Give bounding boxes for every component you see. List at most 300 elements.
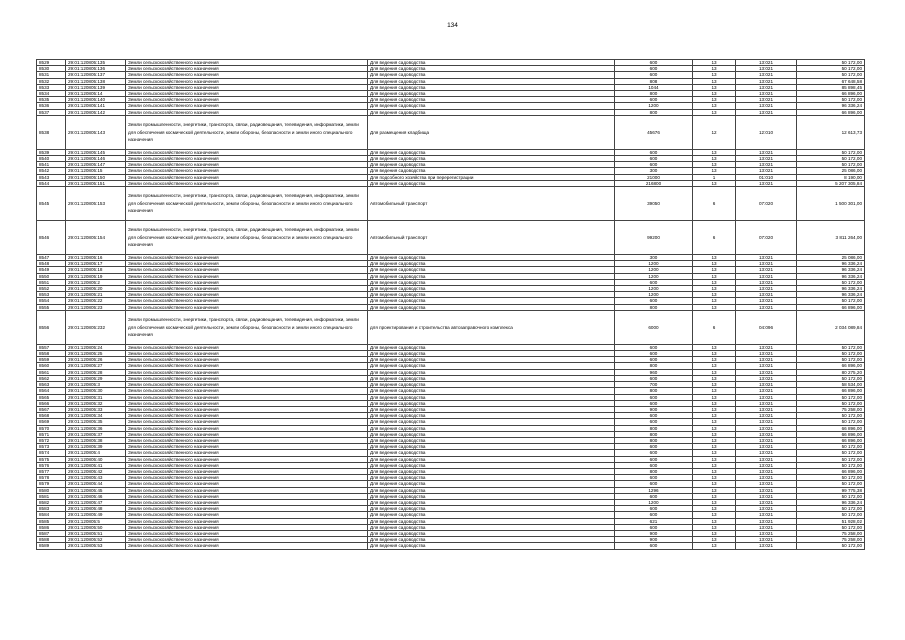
cadastral-number-cell: 29:01:120805:22 <box>66 298 126 304</box>
land-category-cell: Земли сельскохозяйственного назначения <box>126 103 368 109</box>
row-number-cell: 8549 <box>37 267 66 273</box>
land-category-cell: Земли сельскохозяйственного назначения <box>126 168 368 174</box>
cadastral-number-cell: 29:01:120805:53 <box>66 543 126 549</box>
row-number-cell: 8560 <box>37 363 66 369</box>
area-cell: 1200 <box>615 286 693 292</box>
permitted-use-cell: Для ведения садоводства <box>368 444 615 450</box>
area-cell: 300 <box>615 168 693 174</box>
cadastral-number-cell: 29:01:120805:45 <box>66 487 126 493</box>
area-cell: 600 <box>615 344 693 350</box>
cadastral-value-cell: 50 172,00 <box>797 66 865 72</box>
row-number-cell: 8541 <box>37 162 66 168</box>
use-code-cell: 13:021 <box>736 499 797 505</box>
row-number-cell: 8567 <box>37 406 66 412</box>
land-category-cell: Земли сельскохозяйственного назначения <box>126 400 368 406</box>
permitted-use-cell: Для ведения садоводства <box>368 524 615 530</box>
group-cell: 13 <box>693 149 736 155</box>
cadastral-value-cell: 50 172,00 <box>797 524 865 530</box>
use-code-cell: 13:021 <box>736 425 797 431</box>
permitted-use-cell: Для ведения садоводства <box>368 431 615 437</box>
row-number-cell: 8568 <box>37 413 66 419</box>
cadastral-number-cell: 29:01:120805:37 <box>66 431 126 437</box>
use-code-cell: 13:021 <box>736 462 797 468</box>
cadastral-value-cell: 50 172,00 <box>797 72 865 78</box>
use-code-cell: 13:021 <box>736 481 797 487</box>
table-body <box>37 60 865 550</box>
cadastral-value-cell: 96 336,24 <box>797 499 865 505</box>
land-category-cell: Земли сельскохозяйственного назначения <box>126 298 368 304</box>
row-number-cell: 8555 <box>37 304 66 310</box>
cadastral-number-cell: 29:01:120805:23 <box>66 304 126 310</box>
cadastral-value-cell: 85 898,45 <box>797 84 865 90</box>
use-code-cell: 01:010 <box>736 174 797 180</box>
cadastral-number-cell: 29:01:120805:135 <box>66 60 126 66</box>
group-cell: 13 <box>693 162 736 168</box>
use-code-cell: 13:021 <box>736 413 797 419</box>
cadastral-value-cell: 96 336,24 <box>797 103 865 109</box>
group-cell: 13 <box>693 456 736 462</box>
land-category-cell: Земли сельскохозяйственного назначения <box>126 273 368 279</box>
permitted-use-cell: Для ведения садоводства <box>368 450 615 456</box>
group-cell: 13 <box>693 450 736 456</box>
use-code-cell: 13:021 <box>736 279 797 285</box>
land-category-cell: Земли сельскохозяйственного назначения <box>126 444 368 450</box>
group-cell: 13 <box>693 60 736 66</box>
group-cell: 13 <box>693 66 736 72</box>
cadastral-number-cell: 29:01:120805:136 <box>66 66 126 72</box>
area-cell: 600 <box>615 506 693 512</box>
group-cell: 13 <box>693 506 736 512</box>
area-cell: 600 <box>615 456 693 462</box>
row-number-cell: 8537 <box>37 109 66 115</box>
land-category-cell: Земли сельскохозяйственного назначения <box>126 66 368 72</box>
cadastral-value-cell: 25 086,00 <box>797 255 865 261</box>
cadastral-number-cell: 29:01:120805:39 <box>66 444 126 450</box>
permitted-use-cell: Для ведения садоводства <box>368 78 615 84</box>
area-cell: 600 <box>615 419 693 425</box>
area-cell: 808 <box>615 78 693 84</box>
permitted-use-cell: Для ведения садоводства <box>368 357 615 363</box>
group-cell: 13 <box>693 543 736 549</box>
use-code-cell: 13:021 <box>736 400 797 406</box>
use-code-cell: 13:021 <box>736 512 797 518</box>
group-cell: 13 <box>693 84 736 90</box>
use-code-cell: 13:021 <box>736 437 797 443</box>
row-number-cell: 8585 <box>37 518 66 524</box>
permitted-use-cell: Для ведения садоводства <box>368 168 615 174</box>
use-code-cell: 13:021 <box>736 456 797 462</box>
permitted-use-cell: Для ведения садоводства <box>368 437 615 443</box>
use-code-cell: 13:021 <box>736 543 797 549</box>
land-category-cell: Земли сельскохозяйственного назначения <box>126 475 368 481</box>
cadastral-value-cell: 50 172,00 <box>797 357 865 363</box>
group-cell: 13 <box>693 357 736 363</box>
group-cell: 13 <box>693 180 736 186</box>
use-code-cell: 13:021 <box>736 375 797 381</box>
permitted-use-cell: Для ведения садоводства <box>368 286 615 292</box>
cadastral-value-cell: 50 172,00 <box>797 475 865 481</box>
row-number-cell: 8564 <box>37 388 66 394</box>
use-code-cell: 13:021 <box>736 394 797 400</box>
permitted-use-cell: Для ведения садоводства <box>368 66 615 72</box>
use-code-cell: 13:021 <box>736 537 797 543</box>
land-category-cell: Земли промышленности, энергетики, транспорта, связи, радиовещания, телевидения, информатики, земли для обеспечения космической деятельности, земли обороны, безопасности и земли иного специального назначения <box>126 221 368 255</box>
cadastral-value-cell: 66 896,00 <box>797 304 865 310</box>
area-cell: 1200 <box>615 273 693 279</box>
permitted-use-cell: для проектирования и строительства автозаправочного комплекса <box>368 310 615 344</box>
group-cell: 6 <box>693 221 736 255</box>
cadastral-value-cell: 50 172,00 <box>797 298 865 304</box>
permitted-use-cell: Для ведения садоводства <box>368 518 615 524</box>
cadastral-value-cell: 75 258,00 <box>797 406 865 412</box>
group-cell: 13 <box>693 369 736 375</box>
use-code-cell: 13:021 <box>736 168 797 174</box>
cadastral-number-cell: 29:01:120805:48 <box>66 506 126 512</box>
area-cell: 600 <box>615 66 693 72</box>
permitted-use-cell: Для ведения садоводства <box>368 279 615 285</box>
land-category-cell: Земли сельскохозяйственного назначения <box>126 84 368 90</box>
cadastral-value-cell: 96 336,24 <box>797 273 865 279</box>
cadastral-value-cell: 50 172,00 <box>797 351 865 357</box>
use-code-cell: 13:021 <box>736 344 797 350</box>
cadastral-value-cell: 50 172,00 <box>797 512 865 518</box>
cadastral-number-cell: 29:01:120805:21 <box>66 292 126 298</box>
area-cell: 21000 <box>615 174 693 180</box>
land-category-cell: Земли сельскохозяйственного назначения <box>126 78 368 84</box>
cadastral-number-cell: 29:01:120805:51 <box>66 530 126 536</box>
group-cell: 13 <box>693 91 736 97</box>
row-number-cell: 8548 <box>37 261 66 267</box>
area-cell: 1296 <box>615 487 693 493</box>
permitted-use-cell: Для ведения садоводства <box>368 84 615 90</box>
land-category-cell: Земли сельскохозяйственного назначения <box>126 180 368 186</box>
cadastral-number-cell: 29:01:120805:3 <box>66 382 126 388</box>
group-cell: 13 <box>693 413 736 419</box>
land-category-cell: Земли сельскохозяйственного назначения <box>126 109 368 115</box>
cadastral-value-cell: 50 172,00 <box>797 456 865 462</box>
use-code-cell: 13:021 <box>736 72 797 78</box>
row-number-cell: 8545 <box>37 187 66 221</box>
group-cell: 1 <box>693 174 736 180</box>
area-cell: 45676 <box>615 115 693 149</box>
cadastral-number-cell: 29:01:120805:32 <box>66 400 126 406</box>
permitted-use-cell: Для ведения садоводства <box>368 394 615 400</box>
group-cell: 13 <box>693 512 736 518</box>
area-cell: 99200 <box>615 221 693 255</box>
table-row <box>37 221 865 255</box>
cadastral-number-cell: 29:01:120805:139 <box>66 84 126 90</box>
use-code-cell: 13:021 <box>736 357 797 363</box>
page-number: 134 <box>447 22 458 29</box>
cadastral-value-cell: 50 172,00 <box>797 60 865 66</box>
land-category-cell: Земли сельскохозяйственного назначения <box>126 156 368 162</box>
use-code-cell: 13:021 <box>736 530 797 536</box>
group-cell: 13 <box>693 344 736 350</box>
cadastral-number-cell: 29:01:120805:4 <box>66 450 126 456</box>
land-category-cell: Земли сельскохозяйственного назначения <box>126 286 368 292</box>
permitted-use-cell: Автомобильный транспорт <box>368 221 615 255</box>
cadastral-number-cell: 29:01:120805:27 <box>66 363 126 369</box>
area-cell: 800 <box>615 425 693 431</box>
area-cell: 600 <box>615 60 693 66</box>
cadastral-value-cell: 66 896,00 <box>797 388 865 394</box>
cadastral-value-cell: 96 336,24 <box>797 267 865 273</box>
area-cell: 621 <box>615 518 693 524</box>
area-cell: 600 <box>615 450 693 456</box>
use-code-cell: 13:021 <box>736 286 797 292</box>
row-number-cell: 8576 <box>37 462 66 468</box>
group-cell: 13 <box>693 97 736 103</box>
cadastral-number-cell: 29:01:120805:29 <box>66 375 126 381</box>
land-category-cell: Земли сельскохозяйственного назначения <box>126 267 368 273</box>
row-number-cell: 8530 <box>37 66 66 72</box>
row-number-cell: 8562 <box>37 375 66 381</box>
area-cell: 600 <box>615 162 693 168</box>
table-row <box>37 187 865 221</box>
permitted-use-cell: Для ведения садоводства <box>368 103 615 109</box>
land-category-cell: Земли сельскохозяйственного назначения <box>126 97 368 103</box>
cadastral-number-cell: 29:01:120805:14 <box>66 91 126 97</box>
group-cell: 13 <box>693 156 736 162</box>
cadastral-value-cell: 50 172,00 <box>797 462 865 468</box>
use-code-cell: 13:021 <box>736 180 797 186</box>
permitted-use-cell: Для ведения садоводства <box>368 419 615 425</box>
permitted-use-cell: Для ведения садоводства <box>368 72 615 78</box>
cadastral-number-cell: 29:01:120805:146 <box>66 156 126 162</box>
cadastral-value-cell: 2 034 089,84 <box>797 310 865 344</box>
use-code-cell: 04:096 <box>736 310 797 344</box>
area-cell: 600 <box>615 97 693 103</box>
area-cell: 1200 <box>615 499 693 505</box>
permitted-use-cell: Для ведения садоводства <box>368 530 615 536</box>
row-number-cell: 8586 <box>37 524 66 530</box>
area-cell: 800 <box>615 468 693 474</box>
group-cell: 13 <box>693 475 736 481</box>
area-cell: 600 <box>615 512 693 518</box>
permitted-use-cell: Автомобильный транспорт <box>368 187 615 221</box>
group-cell: 13 <box>693 487 736 493</box>
permitted-use-cell: Для ведения садоводства <box>368 156 615 162</box>
group-cell: 13 <box>693 382 736 388</box>
row-number-cell: 8587 <box>37 530 66 536</box>
row-number-cell: 8531 <box>37 72 66 78</box>
cadastral-number-cell: 29:01:120805:153 <box>66 187 126 221</box>
area-cell: 6000 <box>615 310 693 344</box>
group-cell: 13 <box>693 537 736 543</box>
cadastral-number-cell: 29:01:120805:40 <box>66 456 126 462</box>
area-cell: 800 <box>615 388 693 394</box>
group-cell: 13 <box>693 530 736 536</box>
group-cell: 13 <box>693 267 736 273</box>
area-cell: 800 <box>615 109 693 115</box>
cadastral-number-cell: 29:01:120805:16 <box>66 255 126 261</box>
area-cell: 800 <box>615 91 693 97</box>
group-cell: 13 <box>693 298 736 304</box>
land-category-cell: Земли сельскохозяйственного назначения <box>126 375 368 381</box>
group-cell: 13 <box>693 493 736 499</box>
land-category-cell: Земли сельскохозяйственного назначения <box>126 437 368 443</box>
cadastral-number-cell: 29:01:120805:2 <box>66 279 126 285</box>
land-category-cell: Земли сельскохозяйственного назначения <box>126 394 368 400</box>
row-number-cell: 8577 <box>37 468 66 474</box>
group-cell: 13 <box>693 255 736 261</box>
use-code-cell: 13:021 <box>736 261 797 267</box>
group-cell: 13 <box>693 351 736 357</box>
group-cell: 13 <box>693 524 736 530</box>
permitted-use-cell: Для ведения садоводства <box>368 292 615 298</box>
cadastral-number-cell: 29:01:120805:142 <box>66 109 126 115</box>
permitted-use-cell: Для ведения садоводства <box>368 425 615 431</box>
group-cell: 13 <box>693 499 736 505</box>
use-code-cell: 13:021 <box>736 66 797 72</box>
land-category-cell: Земли сельскохозяйственного назначения <box>126 304 368 310</box>
row-number-cell: 8574 <box>37 450 66 456</box>
use-code-cell: 07:020 <box>736 187 797 221</box>
cadastral-value-cell: 75 258,00 <box>797 537 865 543</box>
cadastral-number-cell: 29:01:120805:26 <box>66 357 126 363</box>
group-cell: 13 <box>693 363 736 369</box>
area-cell: 1200 <box>615 103 693 109</box>
cadastral-number-cell: 29:01:120805:42 <box>66 468 126 474</box>
cadastral-number-cell: 29:01:120805:36 <box>66 425 126 431</box>
cadastral-value-cell: 80 275,20 <box>797 369 865 375</box>
land-category-cell: Земли сельскохозяйственного назначения <box>126 462 368 468</box>
area-cell: 39050 <box>615 187 693 221</box>
land-category-cell: Земли сельскохозяйственного назначения <box>126 292 368 298</box>
row-number-cell: 8578 <box>37 475 66 481</box>
permitted-use-cell: Для подсобного хозяйства при перерегистрации <box>368 174 615 180</box>
cadastral-number-cell: 29:01:120805:147 <box>66 162 126 168</box>
cadastral-value-cell: 50 172,00 <box>797 419 865 425</box>
permitted-use-cell: Для ведения садоводства <box>368 304 615 310</box>
group-cell: 13 <box>693 406 736 412</box>
cadastral-value-cell: 75 258,00 <box>797 530 865 536</box>
permitted-use-cell: Для ведения садоводства <box>368 149 615 155</box>
use-code-cell: 13:021 <box>736 450 797 456</box>
row-number-cell: 8536 <box>37 103 66 109</box>
use-code-cell: 13:021 <box>736 388 797 394</box>
area-cell: 600 <box>615 357 693 363</box>
use-code-cell: 13:021 <box>736 298 797 304</box>
permitted-use-cell: Для ведения садоводства <box>368 481 615 487</box>
cadastral-value-cell: 50 172,00 <box>797 493 865 499</box>
land-category-cell: Земли сельскохозяйственного назначения <box>126 149 368 155</box>
cadastral-number-cell: 29:01:120805:46 <box>66 493 126 499</box>
permitted-use-cell: Для ведения садоводства <box>368 267 615 273</box>
table-row <box>37 543 865 549</box>
cadastral-value-cell: 50 172,00 <box>797 450 865 456</box>
land-category-cell: Земли промышленности, энергетики, транспорта, связи, радиовещания, телевидения, информатики, земли для обеспечения космической деятельности, земли обороны, безопасности и земли иного специального назначения <box>126 115 368 149</box>
cadastral-number-cell: 29:01:120805:43 <box>66 475 126 481</box>
cadastral-value-cell: 51 928,02 <box>797 518 865 524</box>
area-cell: 800 <box>615 304 693 310</box>
land-category-cell: Земли сельскохозяйственного назначения <box>126 543 368 549</box>
area-cell: 700 <box>615 382 693 388</box>
cadastral-number-cell: 29:01:120805:30 <box>66 388 126 394</box>
row-number-cell: 8542 <box>37 168 66 174</box>
land-category-cell: Земли сельскохозяйственного назначения <box>126 406 368 412</box>
area-cell: 800 <box>615 431 693 437</box>
table-row <box>37 310 865 344</box>
row-number-cell: 8571 <box>37 431 66 437</box>
permitted-use-cell: Для ведения садоводства <box>368 180 615 186</box>
cadastral-number-cell: 29:01:120805:232 <box>66 310 126 344</box>
permitted-use-cell: Для ведения садоводства <box>368 413 615 419</box>
permitted-use-cell: Для ведения садоводства <box>368 406 615 412</box>
permitted-use-cell: Для ведения садоводства <box>368 382 615 388</box>
use-code-cell: 13:021 <box>736 97 797 103</box>
cadastral-number-cell: 29:01:120805:17 <box>66 261 126 267</box>
group-cell: 13 <box>693 400 736 406</box>
row-number-cell: 8534 <box>37 91 66 97</box>
permitted-use-cell: Для ведения садоводства <box>368 462 615 468</box>
use-code-cell: 13:021 <box>736 267 797 273</box>
land-category-cell: Земли сельскохозяйственного назначения <box>126 363 368 369</box>
area-cell: 600 <box>615 400 693 406</box>
row-number-cell: 8579 <box>37 481 66 487</box>
permitted-use-cell: Для ведения садоводства <box>368 537 615 543</box>
land-category-cell: Земли сельскохозяйственного назначения <box>126 382 368 388</box>
use-code-cell: 13:021 <box>736 162 797 168</box>
land-category-cell: Земли сельскохозяйственного назначения <box>126 72 368 78</box>
cadastral-number-cell: 29:01:120805:151 <box>66 180 126 186</box>
group-cell: 13 <box>693 292 736 298</box>
cadastral-number-cell: 29:01:120805:31 <box>66 394 126 400</box>
permitted-use-cell: Для ведения садоводства <box>368 499 615 505</box>
group-cell: 13 <box>693 419 736 425</box>
cadastral-number-cell: 29:01:120805:143 <box>66 115 126 149</box>
use-code-cell: 13:021 <box>736 369 797 375</box>
cadastral-number-cell: 29:01:120805:150 <box>66 174 126 180</box>
permitted-use-cell: Для ведения садоводства <box>368 388 615 394</box>
cadastral-number-cell: 29:01:120805:38 <box>66 437 126 443</box>
group-cell: 13 <box>693 468 736 474</box>
cadastral-number-cell: 29:01:120805:35 <box>66 419 126 425</box>
use-code-cell: 13:021 <box>736 382 797 388</box>
land-category-cell: Земли сельскохозяйственного назначения <box>126 487 368 493</box>
group-cell: 13 <box>693 261 736 267</box>
land-category-cell: Земли сельскохозяйственного назначения <box>126 261 368 267</box>
use-code-cell: 12:010 <box>736 115 797 149</box>
use-code-cell: 13:021 <box>736 60 797 66</box>
area-cell: 800 <box>615 363 693 369</box>
use-code-cell: 13:021 <box>736 156 797 162</box>
use-code-cell: 13:021 <box>736 273 797 279</box>
cadastral-number-cell: 29:01:120805:19 <box>66 273 126 279</box>
group-cell: 6 <box>693 187 736 221</box>
group-cell: 13 <box>693 375 736 381</box>
land-category-cell: Земли сельскохозяйственного назначения <box>126 419 368 425</box>
group-cell: 13 <box>693 425 736 431</box>
permitted-use-cell: Для ведения садоводства <box>368 506 615 512</box>
cadastral-value-cell: 96 336,24 <box>797 261 865 267</box>
group-cell: 13 <box>693 431 736 437</box>
area-cell: 600 <box>615 462 693 468</box>
area-cell: 1200 <box>615 292 693 298</box>
use-code-cell: 13:021 <box>736 431 797 437</box>
land-category-cell: Земли сельскохозяйственного назначения <box>126 174 368 180</box>
cadastral-value-cell: 50 172,00 <box>797 162 865 168</box>
permitted-use-cell: Для ведения садоводства <box>368 475 615 481</box>
row-number-cell: 8559 <box>37 357 66 363</box>
cadastral-number-cell: 29:01:120805:20 <box>66 286 126 292</box>
use-code-cell: 13:021 <box>736 109 797 115</box>
permitted-use-cell: Для ведения садоводства <box>368 375 615 381</box>
area-cell: 600 <box>615 444 693 450</box>
cadastral-value-cell: 50 172,00 <box>797 413 865 419</box>
cadastral-value-cell: 66 896,00 <box>797 109 865 115</box>
use-code-cell: 13:021 <box>736 91 797 97</box>
